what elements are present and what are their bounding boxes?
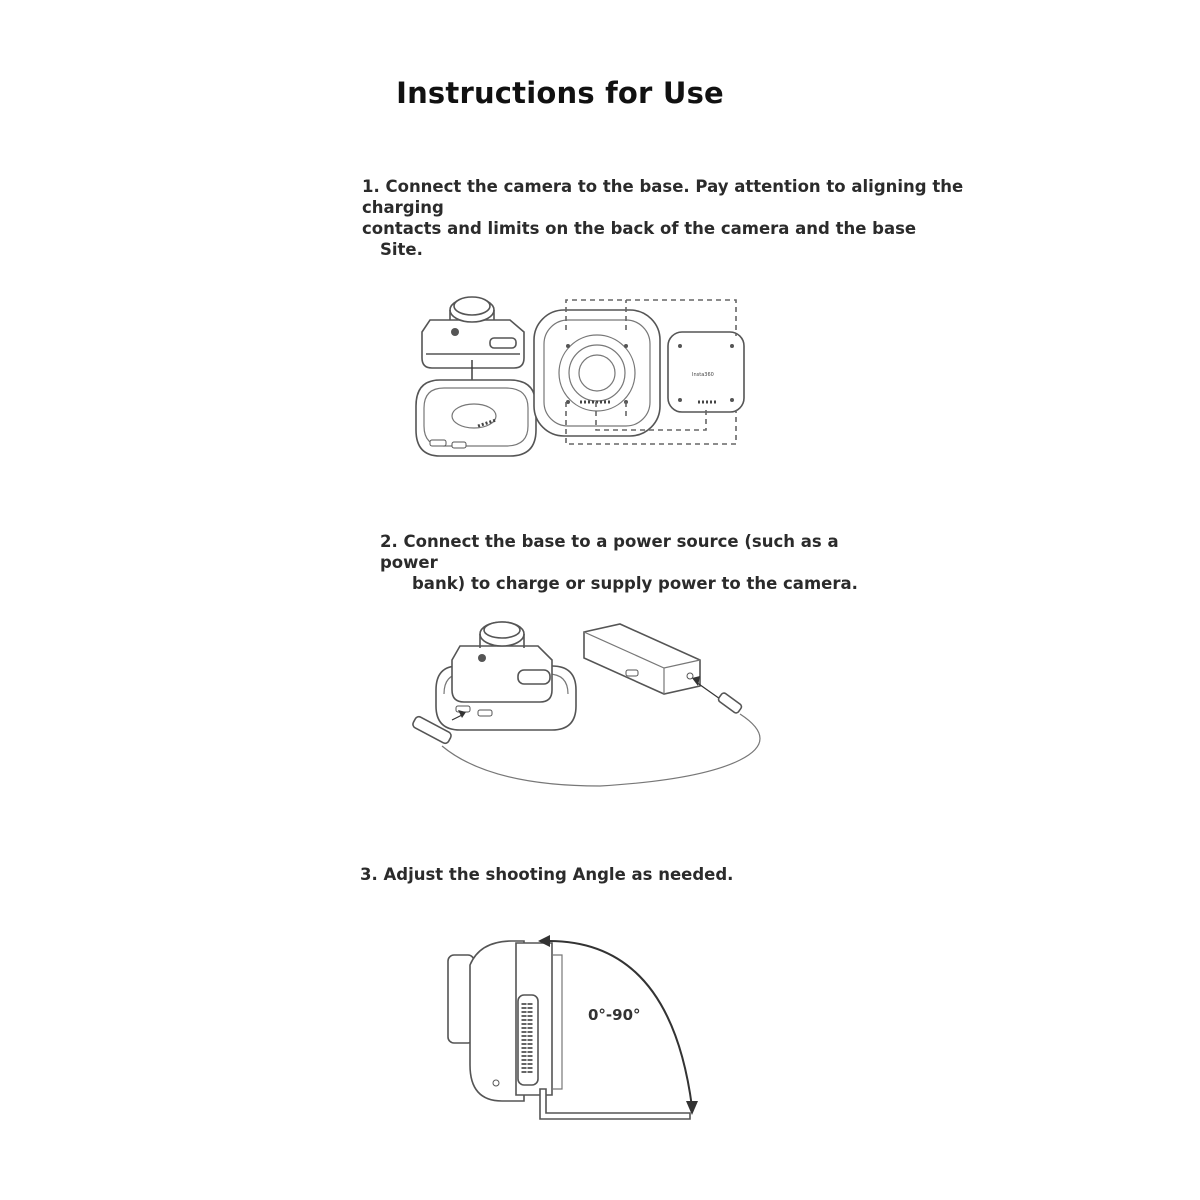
camera-on-base-illustration bbox=[436, 622, 576, 730]
step-1-line-3: Site. bbox=[380, 240, 423, 259]
figure-3-angle-adjustment bbox=[440, 925, 720, 1125]
step-2-line-1: 2. Connect the base to a power source (such as a power bbox=[380, 532, 839, 572]
step-3-text bbox=[360, 864, 860, 885]
angle-range-label: 0°-90° bbox=[588, 1006, 641, 1024]
step-2-line-2: bank) to charge or supply power to the camera. bbox=[412, 574, 858, 593]
camera-side-view bbox=[448, 941, 690, 1119]
brand-label: Insta360 bbox=[692, 372, 714, 378]
step-1-text bbox=[362, 176, 1002, 260]
power-bank-illustration bbox=[584, 624, 700, 694]
step-3-line-1: 3. Adjust the shooting Angle as needed. bbox=[360, 865, 734, 884]
base-illustration bbox=[416, 380, 536, 456]
base-top-view bbox=[534, 310, 660, 436]
step-1-line-1: 1. Connect the camera to the base. Pay attention to aligning the charging bbox=[362, 177, 964, 217]
figure-1-camera-base-alignment bbox=[400, 280, 760, 480]
camera-back-view bbox=[668, 332, 744, 412]
camera-illustration bbox=[422, 297, 524, 368]
step-1-line-2: contacts and limits on the back of the camera and the base bbox=[362, 219, 917, 238]
page-title: Instructions for Use bbox=[396, 76, 724, 110]
step-2-text bbox=[380, 531, 900, 594]
figure-2-power-connection bbox=[400, 610, 780, 800]
